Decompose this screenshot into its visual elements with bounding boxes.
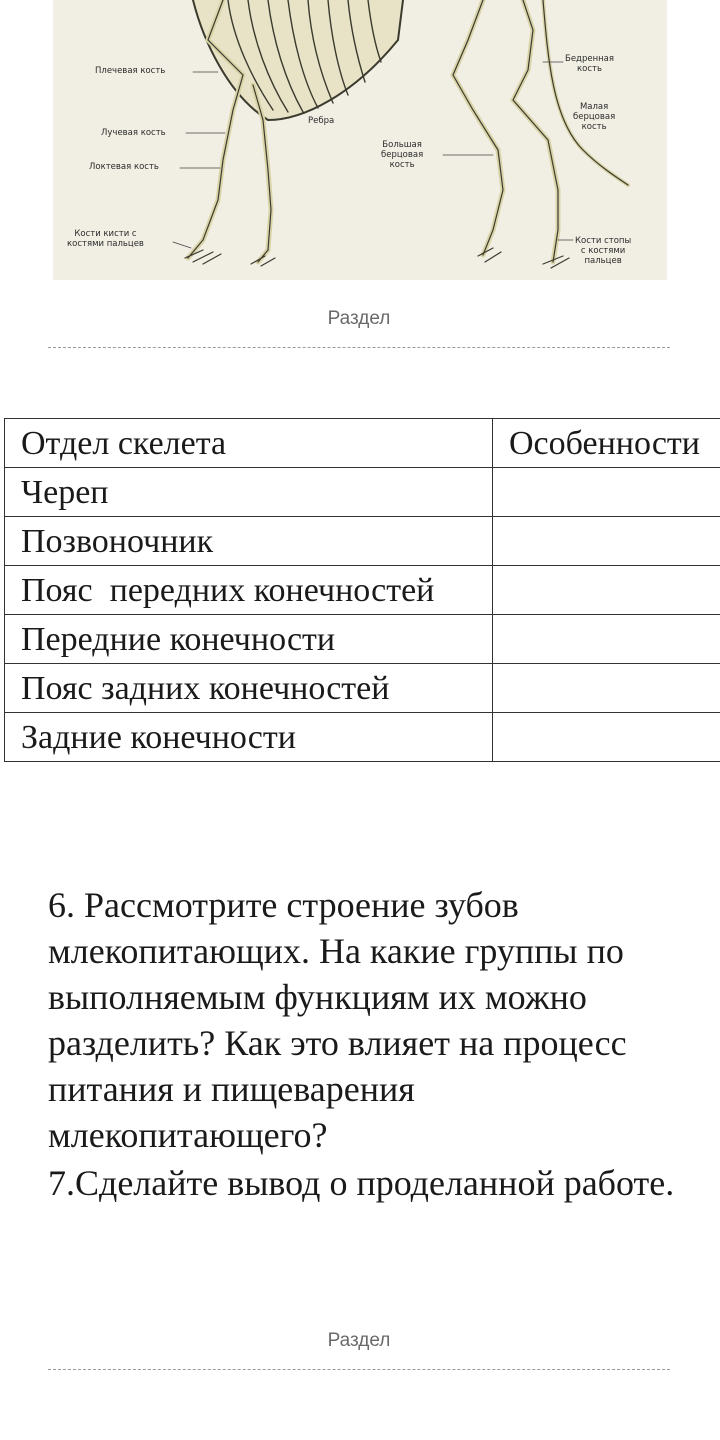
table-cell-features[interactable] bbox=[493, 566, 720, 615]
table-cell-features[interactable] bbox=[493, 615, 720, 664]
section-divider-bottom bbox=[48, 1330, 670, 1370]
label-femur: Бедренная кость bbox=[565, 54, 614, 74]
label-fibula: Малая берцовая кость bbox=[573, 102, 616, 132]
table-cell-features[interactable] bbox=[493, 517, 720, 566]
table-row bbox=[5, 615, 720, 664]
skeleton-figure bbox=[53, 0, 667, 280]
table-header-cell: Особенности bbox=[493, 419, 720, 468]
table-cell-features[interactable] bbox=[493, 468, 720, 517]
table-cell-section: Позвоночник bbox=[5, 517, 493, 566]
question-7: 7.Сделайте вывод о проделанной работе. bbox=[48, 1163, 675, 1203]
label-humerus: Плечевая кость bbox=[95, 66, 166, 76]
label-radius: Лучевая кость bbox=[101, 128, 166, 138]
table-row bbox=[5, 566, 720, 615]
label-foot-bones: Кости стопы с костями пальцев bbox=[575, 236, 632, 266]
table-cell-section: Пояс задних конечностей bbox=[5, 664, 493, 713]
table-header-cell: Отдел скелета bbox=[5, 419, 493, 468]
divider-label: Раздел bbox=[327, 308, 391, 329]
table-cell-features[interactable] bbox=[493, 664, 720, 713]
table-row bbox=[5, 468, 720, 517]
dashed-line bbox=[48, 1369, 670, 1370]
label-ulna: Локтевая кость bbox=[89, 162, 159, 172]
table-cell-section: Череп bbox=[5, 468, 493, 517]
dashed-line bbox=[48, 347, 670, 348]
table-cell-section: Передние конечности bbox=[5, 615, 493, 664]
question-6: 6. Рассмотрите строение зубов млекопитающих. На какие группы по выполняемым функциям их можно разделить? Как это влияет на процесс питания и пищеварения млекопитающего? bbox=[48, 885, 627, 1155]
table-cell-features[interactable] bbox=[493, 713, 720, 762]
divider-label: Раздел bbox=[327, 1330, 391, 1351]
table-row bbox=[5, 664, 720, 713]
skeleton-table bbox=[4, 418, 720, 762]
label-tibia: Большая берцовая кость bbox=[381, 140, 424, 170]
label-hand-bones: Кости кисти с костями пальцев bbox=[67, 229, 144, 249]
table-header-row bbox=[5, 419, 720, 468]
section-divider-top bbox=[48, 308, 670, 348]
table-row bbox=[5, 713, 720, 762]
table-cell-section: Задние конечности bbox=[5, 713, 493, 762]
label-ribs: Ребра bbox=[308, 116, 335, 126]
table-row bbox=[5, 517, 720, 566]
table-cell-section: Пояс передних конечностей bbox=[5, 566, 493, 615]
